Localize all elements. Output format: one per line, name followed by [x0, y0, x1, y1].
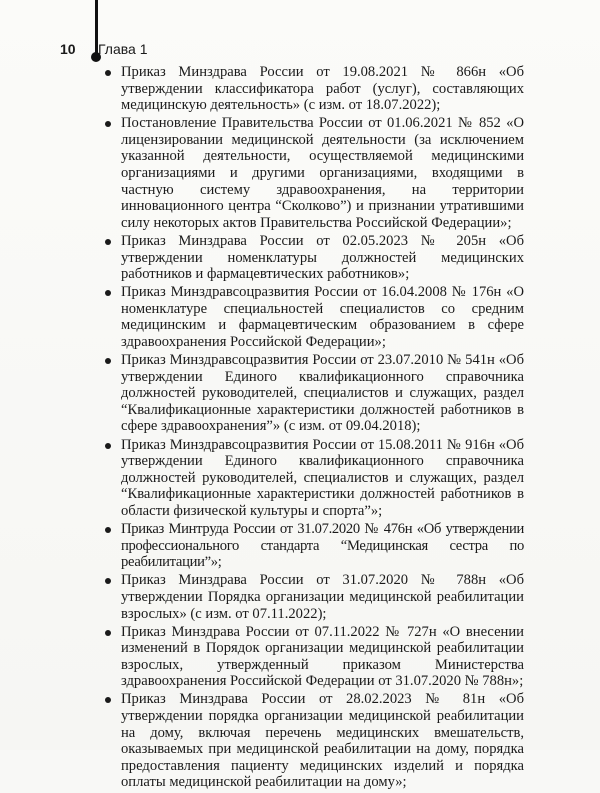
list-item-text: Приказ Минздрава России от 02.05.2023 № 205н «Об утверждении номенклатуры должностей медицинских работников и фармацевтических работников»; [121, 232, 524, 283]
list-item [104, 64, 524, 114]
list-item-text: Приказ Минтруда России от 31.07.2020 № 476н «Об утверждении профессионального стандарта “Медицинская сестра по реабилитации”»; [121, 521, 524, 571]
bullet-icon [105, 239, 111, 245]
bullet-icon [105, 578, 111, 584]
chapter-title: Глава 1 [98, 41, 148, 57]
list-item-text: Приказ Минздрава России от 07.11.2022 № 727н «О внесении изменений в Порядок организации медицинской реабилитации взрослых, утвержденный приказом Министерства здравоохранения Российской Федерации от 31.07.2020 № 788н»; [121, 623, 524, 690]
page-number: 10 [60, 41, 76, 57]
list-item [104, 233, 524, 283]
list-item-text: Приказ Минздравсоцразвития России от 23.07.2010 № 541н «Об утверждении Единого квалификационного справочника должностей руководителей, специалистов и служащих, раздел “Квалификационные характеристики должностей работников в сфере здравоохранения”» (с изм. от 09.04.2018); [121, 352, 524, 435]
list-item [104, 624, 524, 690]
bullet-icon [105, 358, 111, 364]
bullet-icon [105, 527, 111, 533]
bullet-icon [105, 443, 111, 449]
list-item [104, 521, 524, 571]
list-item [104, 115, 524, 231]
list-item [104, 284, 524, 350]
list-item-text: Приказ Минздрава России от 19.08.2021 № 866н «Об утверждении классификатора работ (услуг), составляющих медицинскую деятельность» (с изм. от 18.07.2022); [121, 64, 524, 114]
list-item [104, 572, 524, 622]
list-item [104, 352, 524, 435]
list-item [104, 691, 524, 791]
list-item-text: Приказ Минздравсоцразвития России от 16.04.2008 № 176н «О номенклатуре специальностей специалистов со средним медицинским и фармацевтическим образованием в сфере здравоохранения Российской Федерации»; [121, 284, 524, 350]
list-item-text: Приказ Минздрава России от 28.02.2023 № 81н «Об утверждении порядка организации медицинской реабилитации на дому, включая перечень медицинских вмешательств, оказываемых при медицинской реабилитации на дому, порядка предоставления пациенту медицинских изделий и порядка оплаты медицинской реабилитации на дому»; [121, 691, 524, 791]
list-item-text: Приказ Минздравсоцразвития России от 15.08.2011 № 916н «Об утверждении Единого квалификационного справочника должностей руководителей, специалистов и служащих, раздел “Квалификационные характеристики должностей работников в области физической культуры и спорта”»; [121, 436, 524, 519]
list-item-text: Приказ Минздрава России от 31.07.2020 № 788н «Об утверждении Порядка организации медицинской реабилитации взрослых» (с изм. от 07.11.2022); [121, 572, 524, 622]
regulations-list [104, 64, 524, 793]
page-header [60, 40, 148, 58]
bullet-icon [105, 121, 111, 127]
list-item-text: Постановление Правительства России от 01.06.2021 № 852 «О лицензировании медицинской деятельности (за исключением указанной деятельности, осуществляемой медицинскими организациями и другими организациями, входящими в частную систему здравоохранения, на территории инновационного центра “Сколково”) и признании утратившими силу некоторых актов Правительства Российской Федерации»; [121, 115, 524, 231]
bullet-icon [105, 290, 111, 296]
bullet-icon [105, 630, 111, 636]
bullet-icon [105, 70, 111, 76]
bullet-icon [105, 697, 111, 703]
list-item [104, 437, 524, 520]
